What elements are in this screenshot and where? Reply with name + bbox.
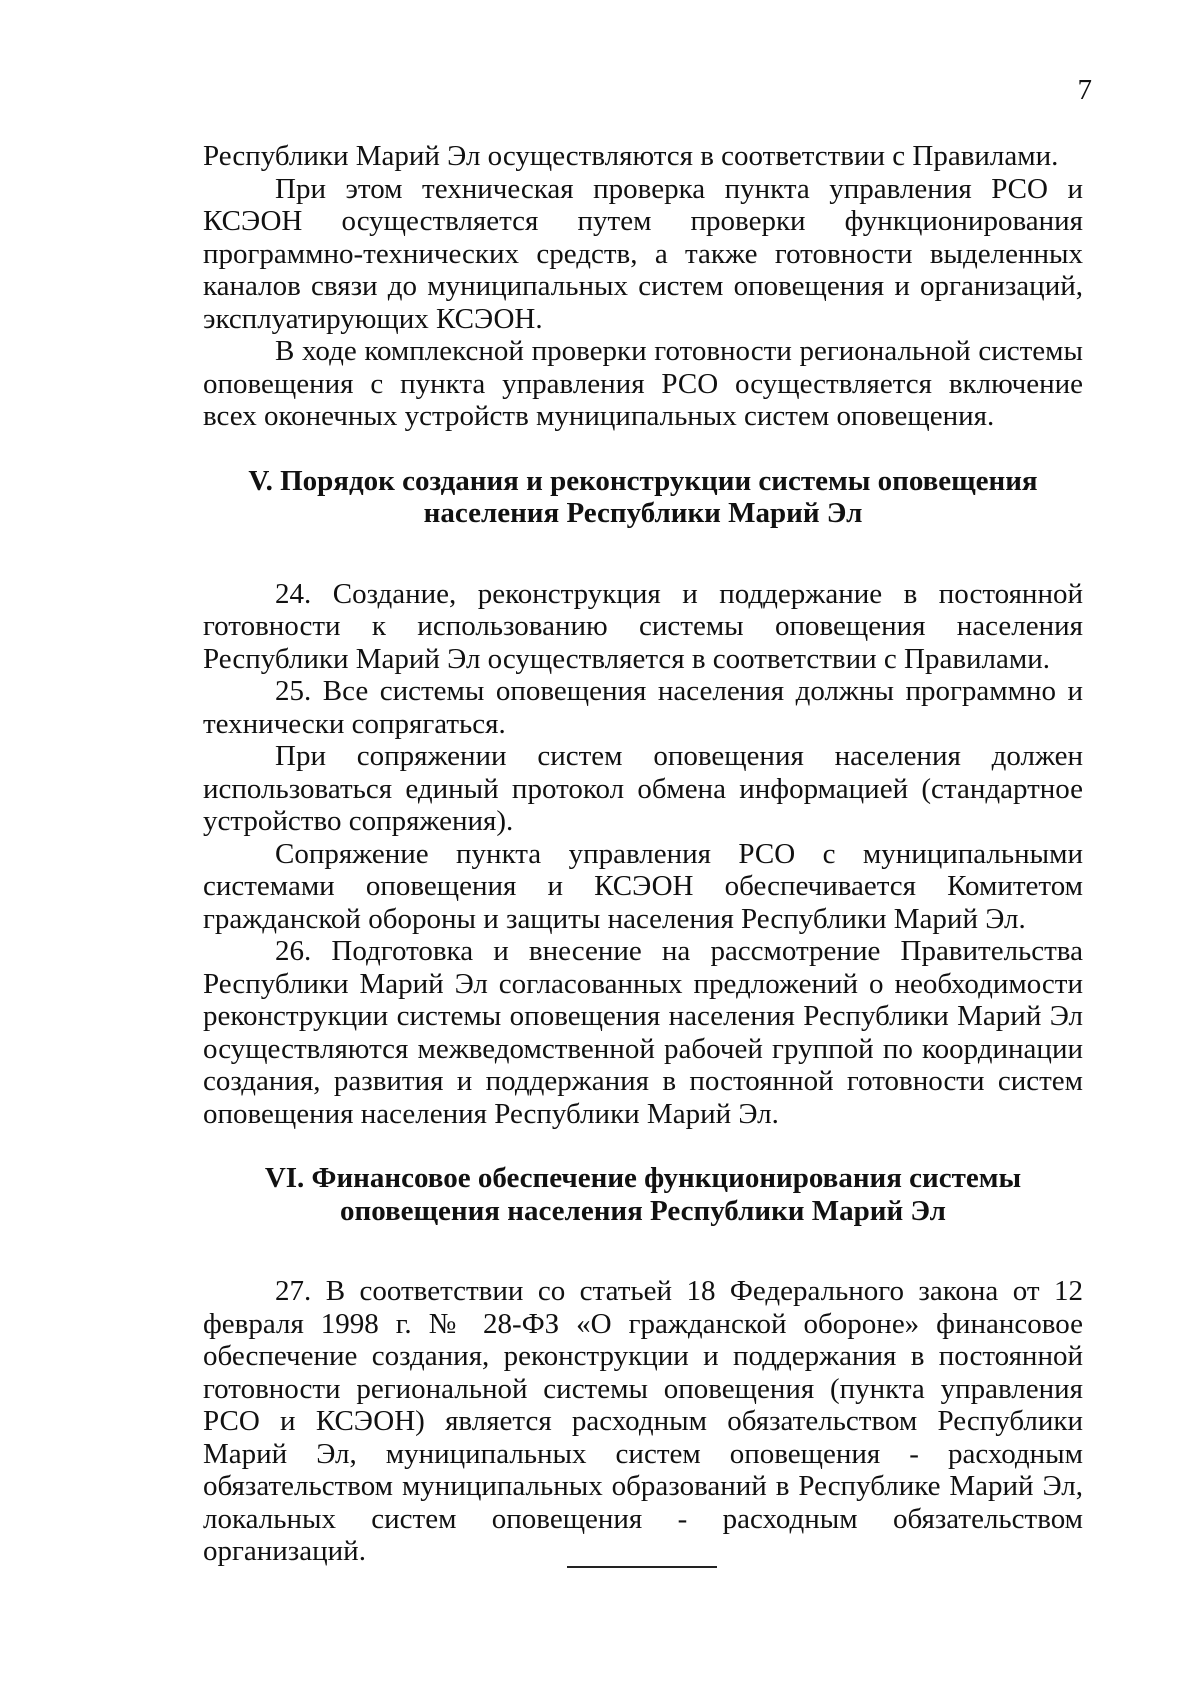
paragraph-25-interface: Сопряжение пункта управления РСО с муниципальными системами оповещения и КСЭОН обеспечивается Комитетом гражданской обороны и защиты населения Республики Марий Эл. — [203, 837, 1083, 935]
section-6-heading-line-1: VI. Финансовое обеспечение функционирования системы — [264, 1162, 1022, 1194]
paragraph-complex-check: В ходе комплексной проверки готовности региональной системы оповещения с пункта управления РСО осуществляется включение всех оконечных устройств муниципальных систем оповещения. — [203, 335, 1083, 432]
spacer — [203, 1227, 1083, 1275]
paragraph-24: 24. Создание, реконструкция и поддержание в постоянной готовности к использованию системы оповещения населения Республики Марий Эл осуществляется в соответствии с Правилами. — [203, 577, 1083, 675]
section-5-heading-line-2: населения Республики Марий Эл — [423, 497, 863, 529]
spacer — [203, 1130, 1083, 1162]
section-5-heading — [203, 465, 1083, 530]
section-5-heading-line-1: V. Порядок создания и реконструкции системы оповещения — [248, 464, 1038, 497]
document-body — [203, 140, 1083, 1568]
paragraph-technical-check: При этом техническая проверка пункта управления РСО и КСЭОН осуществляется путем проверки функционирования программно-технических средств, а также готовности выделенных каналов связи до муниципальных систем оповещения и организаций, эксплуатирующих КСЭОН. — [203, 172, 1083, 335]
paragraph-27: 27. В соответствии со статьей 18 Федерального закона от 12 февраля 1998 г. № 28-ФЗ «О гражданской обороне» финансовое обеспечение создания, реконструкции и поддержания в постоянной готовности региональной системы оповещения (пункта управления РСО и КСЭОН) является расходным обязательством Республики Марий Эл, муниципальных систем оповещения - расходным обязательством муниципальных образований в Республике Марий Эл, локальных систем оповещения - расходным обязательством организаций. — [203, 1275, 1083, 1567]
paragraph-25-protocol: При сопряжении систем оповещения населения должен использоваться единый протокол обмена информацией (стандартное устройство сопряжения). — [203, 740, 1083, 837]
page-number: 7 — [1077, 74, 1092, 106]
closing-divider — [567, 1566, 717, 1568]
section-6-heading-line-2: оповещения населения Республики Марий Эл — [340, 1194, 946, 1227]
paragraph-continuation: Республики Марий Эл осуществляются в соответствии с Правилами. — [203, 140, 1059, 172]
spacer — [203, 433, 1083, 465]
section-6-heading — [203, 1162, 1083, 1227]
paragraph-26: 26. Подготовка и внесение на рассмотрение Правительства Республики Марий Эл согласованных предложений о необходимости реконструкции системы оповещения населения Республики Марий Эл осуществляются межведомственной рабочей группой по координации создания, развития и поддержания в постоянной готовности систем оповещения населения Республики Марий Эл. — [203, 935, 1083, 1130]
spacer — [203, 530, 1083, 578]
paragraph-25: 25. Все системы оповещения населения должны программно и технически сопрягаться. — [203, 675, 1083, 740]
